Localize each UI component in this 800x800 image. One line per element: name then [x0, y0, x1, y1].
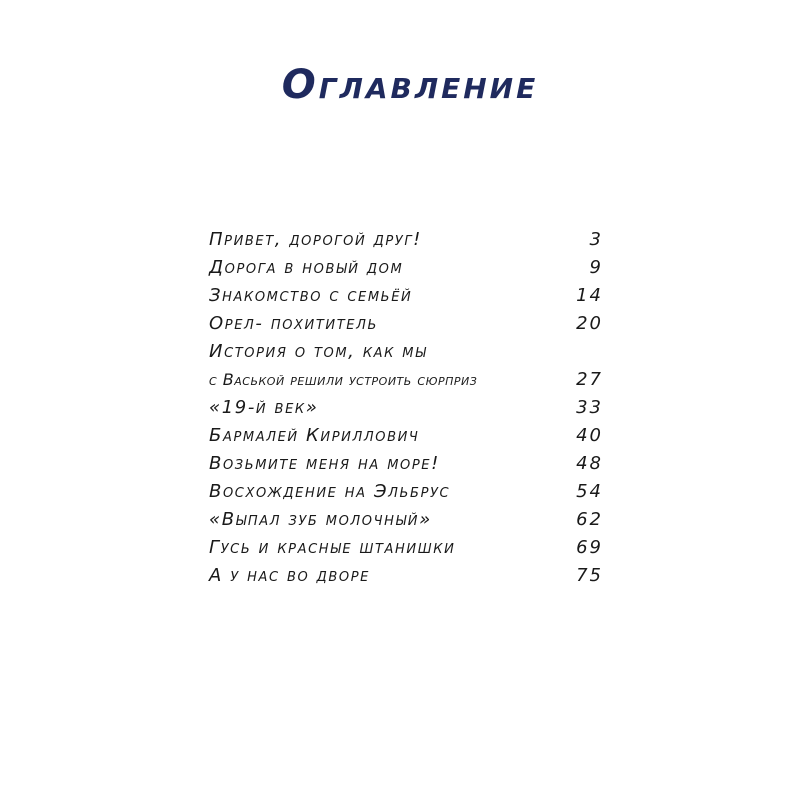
toc-row[interactable]	[209, 450, 603, 478]
toc-entry-page: 20	[576, 313, 603, 334]
toc-entry-page: 3	[589, 229, 603, 250]
toc-row[interactable]	[209, 422, 603, 450]
toc-entry-page: 62	[576, 509, 603, 530]
toc-entry-page: 69	[576, 537, 603, 558]
table-of-contents	[209, 226, 603, 590]
toc-row[interactable]	[209, 310, 603, 338]
toc-entry-page: 9	[589, 257, 603, 278]
toc-entry-title: История о том, как мы	[209, 341, 428, 362]
toc-entry-page: 33	[576, 397, 603, 418]
toc-row[interactable]	[209, 254, 603, 282]
toc-entry-page: 27	[576, 369, 603, 390]
page-title: Оглавление	[281, 62, 539, 108]
toc-row[interactable]	[209, 478, 603, 506]
toc-entry-title: с Васькой решили устроить сюрприз	[209, 370, 478, 389]
toc-entry-title: Привет, дорогой друг!	[209, 229, 422, 250]
toc-entry-page: 54	[576, 481, 603, 502]
toc-entry-title: Знакомство с семьёй	[209, 285, 413, 306]
toc-entry-page: 75	[576, 565, 603, 586]
toc-row[interactable]	[209, 282, 603, 310]
toc-row[interactable]	[209, 226, 603, 254]
toc-entry-title: Возьмите меня на море!	[209, 453, 440, 474]
toc-row[interactable]	[209, 338, 603, 366]
toc-row[interactable]	[209, 394, 603, 422]
toc-row[interactable]	[209, 534, 603, 562]
toc-entry-title: Бармалей Кириллович	[209, 425, 420, 446]
toc-row[interactable]	[209, 366, 603, 394]
toc-row[interactable]	[209, 506, 603, 534]
toc-entry-title: Орел- похититель	[209, 313, 378, 334]
toc-entry-title: «19-й век»	[209, 397, 319, 418]
toc-entry-title: Дорога в новый дом	[209, 257, 404, 278]
toc-entry-page: 14	[576, 285, 603, 306]
toc-entry-title: Восхождение на Эльбрус	[209, 481, 451, 502]
toc-entry-title: «Выпал зуб молочный»	[209, 509, 432, 530]
toc-entry-page: 40	[576, 425, 603, 446]
toc-entry-title: А у нас во дворе	[209, 565, 370, 586]
toc-entry-page: 48	[576, 453, 603, 474]
toc-entry-title: Гусь и красные штанишки	[209, 537, 456, 558]
toc-row[interactable]	[209, 562, 603, 590]
